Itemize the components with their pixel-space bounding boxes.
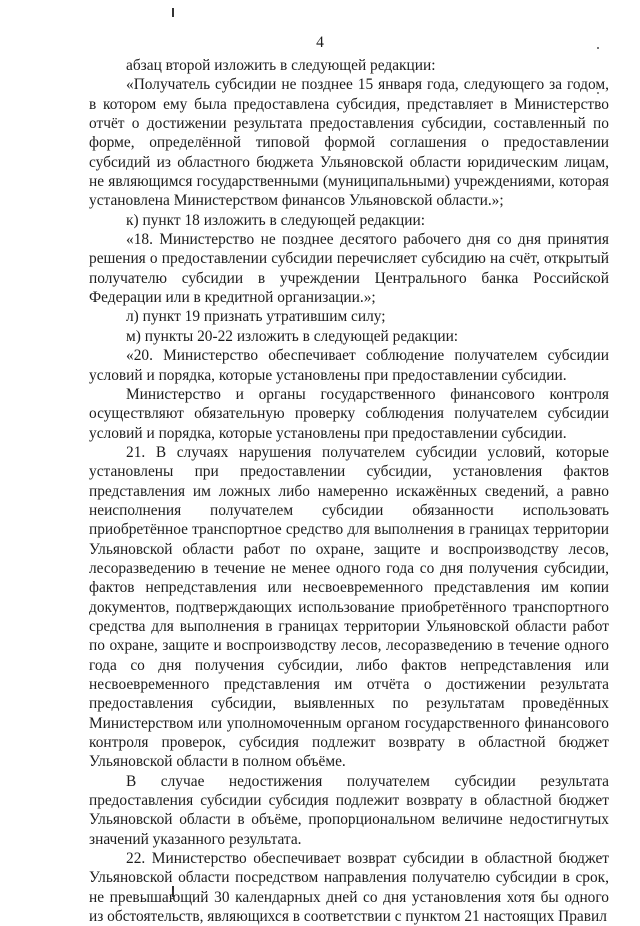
paragraph-clause-20: «20. Министерство обеспечивает соблюдение получателем субсидии условий и порядка, которые установлены при предоставлении субсидии. [89, 347, 609, 384]
page-number: 4 [316, 34, 324, 51]
paragraph-non-achievement: В случае недостижения получателем субсидии результата предоставления субсидии субсидия подлежит возврату в областной бюджет Ульяновской области в объёме, пропорциональном величине недостигнутых значений указанного результата. [89, 772, 609, 848]
paragraph-clause-18: «18. Министерство не позднее десятого рабочего дня со дня принятия решения о предоставлении субсидии перечисляет субсидию на счёт, открытый получателю субсидии в учреждении Центрального банка Российской Федерации или в кредитной организации.»; [89, 231, 609, 307]
paragraph-item-k: к) пункт 18 изложить в следующей редакции: [126, 211, 425, 229]
paragraph-clause-21: 21. В случаях нарушения получателем субсидии условий, которые установлены при предоставлении субсидии, установления фактов представления им ложных либо намеренно искажённых сведений, а равно неисполнения получателем субсидии обязанности использовать приобретённое транспортное средство для выполнения в границах территории Ульяновской области работ по охране, защите и воспроизводству лесов, лесоразведению в течение не менее одного года со дня получения субсидии, фактов непредставления или несвоевременного представления им копии документов, подтверждающих использование приобретённого транспортного средства для выполнения в границах территории Ульяновской области работ по охране, защите и воспроизводству лесов, лесоразведению в течение одного года со дня получения субсидии, либо фактов непредставления или несвоевременного представления им отчёта о достижении результата предоставления субсидии, выявленных по результатам проведённых Министерством или уполномоченным органом государственного финансового контроля проверок, субсидия подлежит возврату в областной бюджет Ульяновской области в полном объёме. [89, 443, 609, 771]
paragraph-clause-22: 22. Министерство обеспечивает возврат субсидии в областной бюджет Ульяновской области посредством направления получателю субсидии в срок, не превышающий 30 календарных дней со дня установления хотя бы одного из обстоятельств, являющихся в соответствии с пунктом 21 настоящих Правил [89, 850, 609, 926]
paragraph-item-m: м) пункты 20-22 изложить в следующей редакции: [126, 327, 459, 345]
paragraph-intro: абзац второй изложить в следующей редакции: [126, 57, 436, 74]
paragraph-report-deadline: «Получатель субсидии не позднее 15 января года, следующего за годом, в котором ему была предоставлена субсидия, представляет в Министерство отчёт о достижении результата предоставления субсидии, составленный по форме, определённой типовой формой соглашения о предоставлении субсидий из областного бюджета Ульяновской области юридическим лицам, не являющимся государственными (муниципальными) учреждениями, которая установлена Министерством финансов Ульяновской области.»; [89, 76, 609, 210]
paragraph-control-bodies: Министерство и органы государственного финансового контроля осуществляют обязательную проверку соблюдения получателем субсидии условий и порядка, которые установлены при предоставлении субсидии. [89, 385, 609, 442]
paragraph-item-l: л) пункт 19 признать утратившим силу; [126, 308, 386, 326]
document-body [89, 56, 609, 926]
scan-mark-top [172, 8, 174, 17]
